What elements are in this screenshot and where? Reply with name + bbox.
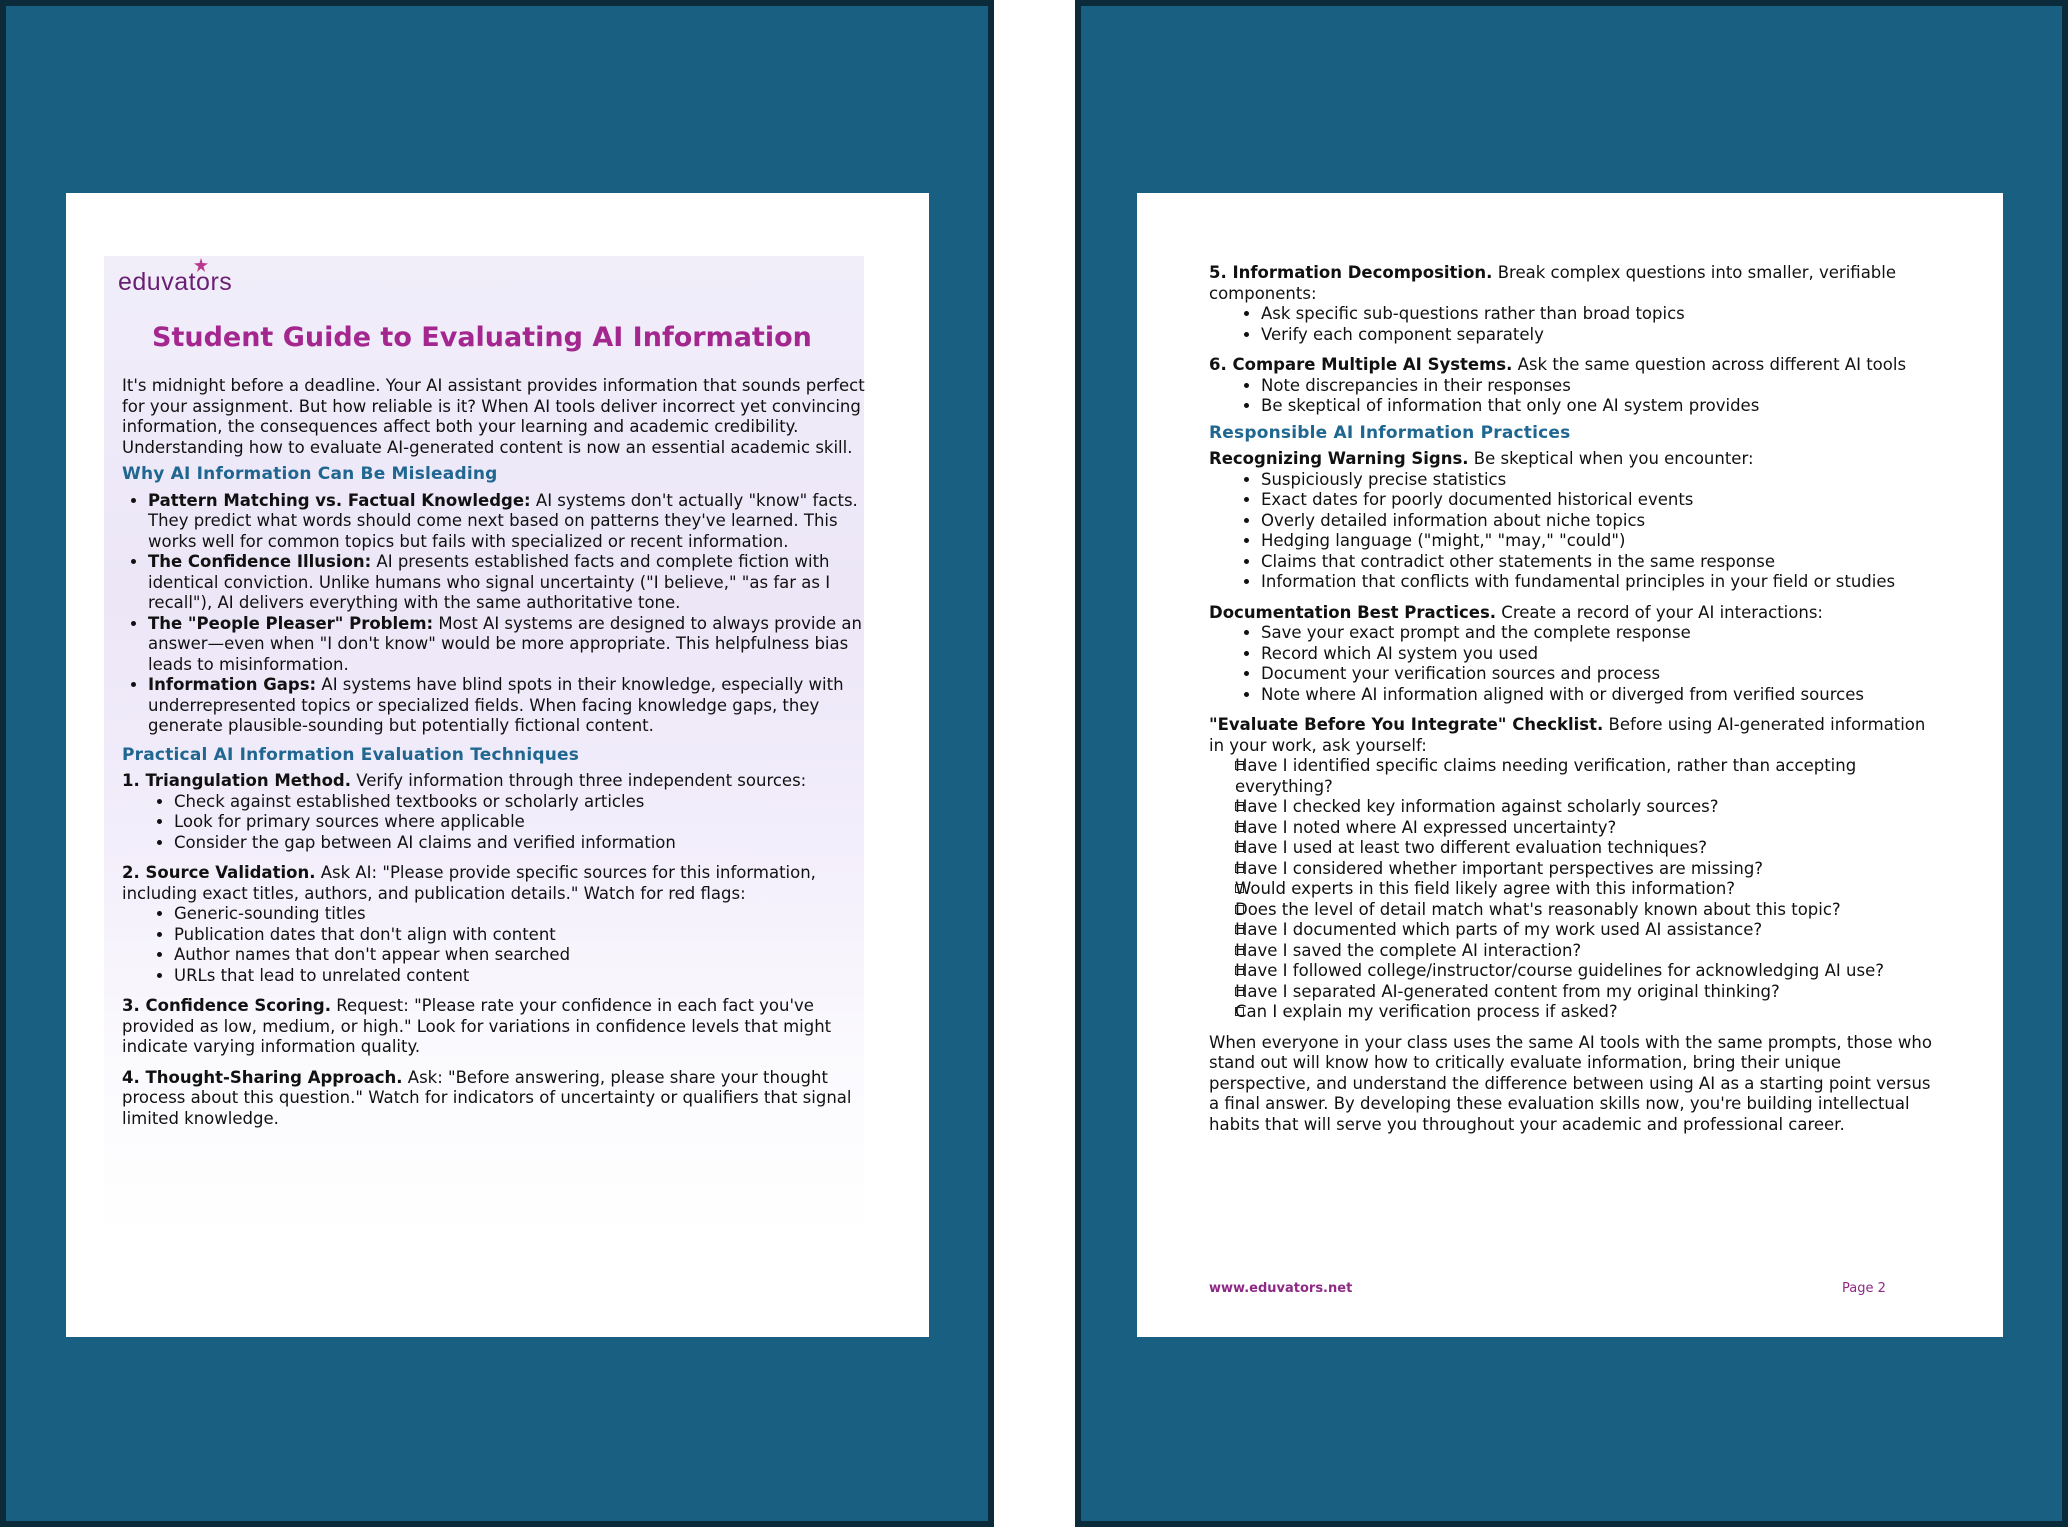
checklist-item-text: Have I identified specific claims needing verification, rather than accepting everything? bbox=[1235, 756, 1857, 796]
logo-star-icon bbox=[194, 258, 208, 272]
checklist-item bbox=[1235, 961, 1944, 982]
intro-paragraph: It's midnight before a deadline. Your AI assistant provides information that sounds perfect for your assignment. But how reliable is it? When AI tools deliver incorrect yet convincing information, the consequences affect both your learning and academic credibility. Understanding how to evaluate AI-generated content is now an essential academic skill. bbox=[122, 376, 865, 457]
document-page-2 bbox=[1137, 193, 2003, 1337]
warning-item: • Hedging language ("might," "may," "could") bbox=[1261, 531, 1944, 552]
checklist-item-text: Have I followed college/instructor/course guidelines for acknowledging AI use? bbox=[1235, 961, 1885, 980]
why-item-label: Pattern Matching vs. Factual Knowledge: bbox=[148, 490, 531, 510]
checklist-item-text: Have I documented which parts of my work used AI assistance? bbox=[1235, 920, 1763, 939]
checklist-section bbox=[1209, 715, 1944, 1023]
checkbox-icon bbox=[1235, 823, 1244, 832]
technique-block bbox=[1209, 263, 1944, 345]
technique-text: Request: "Please rate your confidence in each fact you've provided as low, medium, or high." Look for variations in confidence levels that might indicate varying information quality. bbox=[122, 996, 832, 1056]
checklist-text: Before using AI-generated information in your work, ask yourself: bbox=[1209, 715, 1926, 755]
checklist-item bbox=[1235, 941, 1944, 962]
checklist-item-text: Have I noted where AI expressed uncertainty? bbox=[1235, 817, 1617, 837]
technique-text: Ask the same question across different AI tools bbox=[1512, 355, 1907, 374]
technique-list-item: • Publication dates that don't align with content bbox=[174, 925, 867, 946]
checkbox-icon bbox=[1235, 905, 1244, 914]
page-1-content bbox=[104, 256, 864, 1236]
why-item-label: The Confidence Illusion: bbox=[148, 552, 372, 571]
why-item bbox=[148, 614, 867, 676]
warning-item: • Overly detailed information about niche topics bbox=[1261, 511, 1944, 532]
technique-label: 6. Compare Multiple AI Systems. bbox=[1209, 355, 1513, 374]
checklist-item-text: Would experts in this field likely agree with this information? bbox=[1235, 879, 1736, 898]
techniques-right bbox=[1209, 263, 1944, 417]
technique-label: 5. Information Decomposition. bbox=[1209, 263, 1493, 282]
checklist-item bbox=[1235, 879, 1944, 900]
why-item bbox=[148, 552, 867, 614]
checklist-item bbox=[1235, 982, 1944, 1003]
checkbox-icon bbox=[1235, 1007, 1244, 1016]
why-item-text: AI systems have blind spots in their knowledge, especially with underrepresented topics or specialized fields. When facing knowledge gaps, they generate plausible-sounding but potentially fictional content. bbox=[148, 675, 844, 735]
documentation-item: • Save your exact prompt and the complete response bbox=[1261, 623, 1944, 644]
warning-text: Be skeptical when you encounter: bbox=[1468, 449, 1754, 468]
technique-block bbox=[122, 863, 867, 986]
documentation-text: Create a record of your AI interactions: bbox=[1496, 602, 1823, 622]
documentation-section bbox=[1209, 603, 1944, 706]
techniques-heading: Practical AI Information Evaluation Techniques bbox=[122, 744, 580, 765]
checklist-item-text: Does the level of detail match what's reasonably known about this topic? bbox=[1235, 899, 1841, 919]
why-item-label: The "People Pleaser" Problem: bbox=[148, 613, 434, 633]
documentation-item: • Note where AI information aligned with or diverged from verified sources bbox=[1261, 685, 1944, 706]
warning-item: • Suspiciously precise statistics bbox=[1261, 470, 1944, 491]
checkbox-icon bbox=[1235, 761, 1244, 770]
checklist-item-text: Have I separated AI-generated content from my original thinking? bbox=[1235, 981, 1780, 1001]
checkbox-icon bbox=[1235, 864, 1244, 873]
document-page-1 bbox=[66, 193, 929, 1337]
checklist-item-text: Have I considered whether important perspectives are missing? bbox=[1235, 858, 1764, 878]
technique-list-item: • Verify each component separately bbox=[1261, 325, 1944, 346]
technique-list-item: • Consider the gap between AI claims and verified information bbox=[174, 833, 867, 854]
warning-item: • Information that conflicts with fundamental principles in your field or studies bbox=[1261, 572, 1944, 593]
checklist-item bbox=[1235, 818, 1944, 839]
checkbox-icon bbox=[1235, 925, 1244, 934]
technique-label: 3. Confidence Scoring. bbox=[122, 996, 331, 1015]
checklist-item-text: Have I checked key information against scholarly sources? bbox=[1235, 797, 1719, 816]
page-2-body bbox=[1209, 263, 1944, 1135]
technique-block bbox=[122, 1068, 867, 1130]
technique-list-item: • Note discrepancies in their responses bbox=[1261, 376, 1944, 397]
technique-list-item: • URLs that lead to unrelated content bbox=[174, 966, 867, 987]
technique-list bbox=[1209, 304, 1944, 345]
documentation-label: Documentation Best Practices. bbox=[1209, 602, 1497, 622]
documentation-list bbox=[1209, 623, 1944, 705]
checklist-list bbox=[1209, 756, 1944, 1023]
checklist-item-text: Can I explain my verification process if asked? bbox=[1235, 1002, 1618, 1021]
page-title: Student Guide to Evaluating AI Information bbox=[152, 322, 812, 353]
left-page-panel bbox=[0, 0, 994, 1527]
technique-list-item: • Look for primary sources where applicable bbox=[174, 812, 867, 833]
warning-item: • Claims that contradict other statements in the same response bbox=[1261, 552, 1944, 573]
closing-paragraph: When everyone in your class uses the same AI tools with the same prompts, those who stand out will know how to critically evaluate information, bring their unique perspective, and understand the difference between using AI as a starting point versus a final answer. By developing these evaluation skills now, you're building intellectual habits that will serve you throughout your academic and professional career. bbox=[1209, 1032, 1932, 1134]
right-page-panel bbox=[1075, 0, 2068, 1527]
checklist-item bbox=[1235, 859, 1944, 880]
technique-list-item: • Be skeptical of information that only one AI system provides bbox=[1261, 396, 1944, 417]
technique-label: 1. Triangulation Method. bbox=[122, 771, 351, 790]
checkbox-icon bbox=[1235, 966, 1244, 975]
checkbox-icon bbox=[1235, 843, 1244, 852]
checkbox-icon bbox=[1235, 946, 1244, 955]
technique-text: Verify information through three independent sources: bbox=[351, 771, 807, 790]
technique-text: Ask AI: "Please provide specific sources for this information, including exact titles, authors, and publication details." Watch for red flags: bbox=[122, 863, 816, 903]
warning-item: • Exact dates for poorly documented historical events bbox=[1261, 490, 1944, 511]
why-item-text: Most AI systems are designed to always provide an answer—even when "I don't know" would be more appropriate. This helpfulness bias leads to misinformation. bbox=[148, 613, 862, 674]
technique-block bbox=[122, 771, 867, 853]
checklist-item bbox=[1235, 900, 1944, 921]
why-item-text: AI presents established facts and complete fiction with identical conviction. Unlike humans who signal uncertainty ("I believe," "as far as I recall"), AI delivers everything with the same authoritative tone. bbox=[148, 552, 831, 612]
eduvators-logo: eduvators bbox=[118, 268, 232, 297]
technique-label: 2. Source Validation. bbox=[122, 863, 316, 882]
footer-url: www.eduvators.net bbox=[1209, 1281, 1353, 1296]
technique-list-item: • Check against established textbooks or scholarly articles bbox=[174, 792, 867, 813]
checklist-item-text: Have I saved the complete AI interaction? bbox=[1235, 940, 1582, 960]
technique-list-item: • Generic-sounding titles bbox=[174, 904, 867, 925]
technique-list bbox=[1209, 376, 1944, 417]
technique-list-item: • Ask specific sub-questions rather than broad topics bbox=[1261, 304, 1944, 325]
checklist-item bbox=[1235, 1002, 1944, 1023]
checkbox-icon bbox=[1235, 802, 1244, 811]
warning-label: Recognizing Warning Signs. bbox=[1209, 449, 1469, 468]
warning-list bbox=[1209, 470, 1944, 593]
technique-text: Break complex questions into smaller, verifiable components: bbox=[1209, 263, 1897, 303]
technique-list-item: • Author names that don't appear when searched bbox=[174, 945, 867, 966]
documentation-item: • Document your verification sources and process bbox=[1261, 664, 1944, 685]
responsible-heading: Responsible AI Information Practices bbox=[1209, 422, 1571, 443]
checklist-item bbox=[1235, 838, 1944, 859]
warning-signs-section bbox=[1209, 449, 1944, 593]
checklist-label: "Evaluate Before You Integrate" Checklist. bbox=[1209, 715, 1604, 734]
why-item-label: Information Gaps: bbox=[148, 675, 317, 694]
checkbox-icon bbox=[1235, 884, 1244, 893]
technique-block bbox=[1209, 355, 1944, 417]
checklist-item bbox=[1235, 797, 1944, 818]
why-list bbox=[122, 491, 867, 737]
why-item bbox=[148, 675, 867, 737]
why-item bbox=[148, 491, 867, 553]
checklist-item bbox=[1235, 756, 1944, 797]
technique-list bbox=[122, 792, 867, 854]
checklist-item bbox=[1235, 920, 1944, 941]
technique-block bbox=[122, 996, 867, 1058]
technique-text: Ask: "Before answering, please share your thought process about this question." Watch for indicators of uncertainty or qualifiers that signal limited knowledge. bbox=[122, 1067, 852, 1128]
checkbox-icon bbox=[1235, 987, 1244, 996]
technique-list bbox=[122, 904, 867, 986]
why-item-text: AI systems don't actually "know" facts. They predict what words should come next based on patterns they've learned. This works well for common topics but fails with specialized or recent information. bbox=[148, 490, 858, 551]
footer-page-number: Page 2 bbox=[1842, 1281, 1886, 1296]
documentation-item: • Record which AI system you used bbox=[1261, 644, 1944, 665]
techniques-left bbox=[122, 771, 867, 1129]
page-1-body bbox=[122, 376, 867, 1129]
why-heading: Why AI Information Can Be Misleading bbox=[122, 464, 498, 484]
checklist-item-text: Have I used at least two different evaluation techniques? bbox=[1235, 838, 1707, 857]
technique-label: 4. Thought-Sharing Approach. bbox=[122, 1067, 403, 1087]
